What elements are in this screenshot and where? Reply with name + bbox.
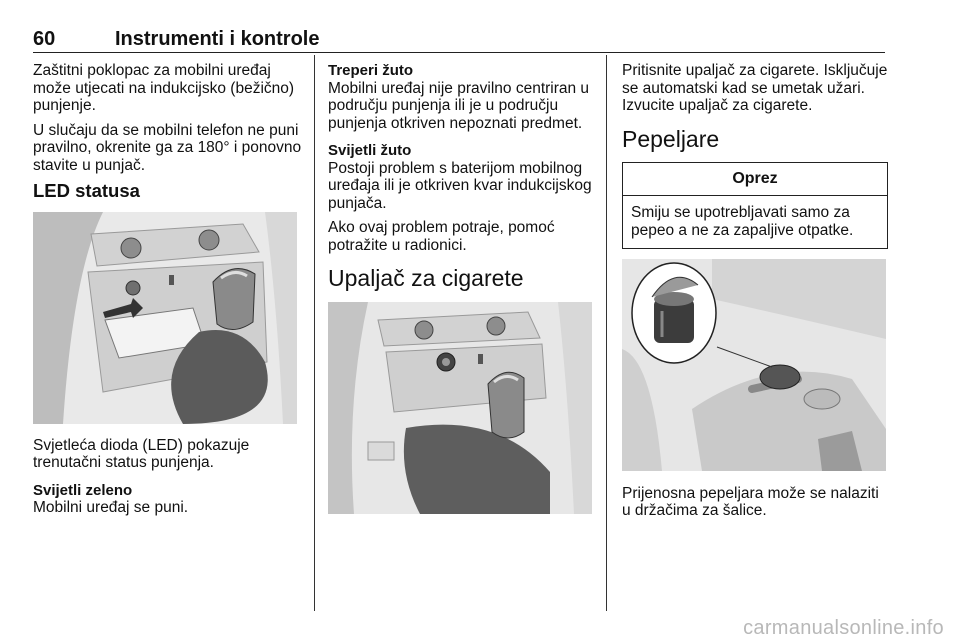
ashtray-illustration (622, 259, 886, 471)
section-heading: Pepeljare (622, 125, 720, 152)
section-heading: Upaljač za cigarete (328, 265, 524, 291)
subheading: Svijetli žuto (328, 142, 412, 159)
paragraph: Mobilni uređaj nije pravilno centriran u području punjenja ili je u području punjenja otkriven nepoznati predmet. (328, 79, 590, 132)
caution-box (622, 162, 888, 249)
cigarette-lighter-illustration (328, 302, 592, 514)
paragraph: Prijenosna pepeljara može se nalaziti u držačima za šalice. (622, 484, 879, 519)
paragraph: Svjetleća dioda (LED) pokazuje trenutačni status punjenja. (33, 436, 250, 471)
column-3 (622, 62, 888, 527)
section-heading: LED statusa (33, 180, 140, 201)
subheading: Treperi žuto (328, 62, 414, 79)
paragraph: U slučaju da se mobilni telefon ne puni pravilno, okrenite ga za 180° i ponovno stavite u punjač. (33, 121, 302, 174)
subheading: Svijetli zeleno (33, 481, 133, 499)
wireless-charger-illustration (33, 212, 297, 424)
paragraph: Zaštitni poklopac za mobilni uređaj može utjecati na indukcijsko (bežično) punjenje. (33, 62, 295, 114)
paragraph: Mobilni uređaj se puni. (33, 499, 189, 516)
paragraph: Ako ovaj problem potraje, pomoć potražite u radionici. (328, 219, 555, 254)
page-number: 60 (33, 28, 56, 50)
column-divider (314, 55, 315, 611)
caution-title: Oprez (623, 163, 887, 196)
column-divider (606, 55, 607, 611)
paragraph: Pritisnite upaljač za cigarete. Isključuje se automatski kad se umetak užari. Izvucite upaljač za cigarete. (622, 62, 888, 114)
caution-text: Smiju se upotrebljavati samo za pepeo a ne za zapaljive otpatke. (631, 203, 854, 239)
column-1 (33, 62, 305, 524)
paragraph: Postoji problem s baterijom mobilnog uređaja ili je otkriven kvar indukcijskog punjača. (328, 159, 592, 212)
column-2 (328, 62, 596, 514)
page-header (33, 28, 885, 53)
watermark: carmanualsonline.info (743, 617, 944, 639)
chapter-title: Instrumenti i kontrole (115, 28, 320, 50)
